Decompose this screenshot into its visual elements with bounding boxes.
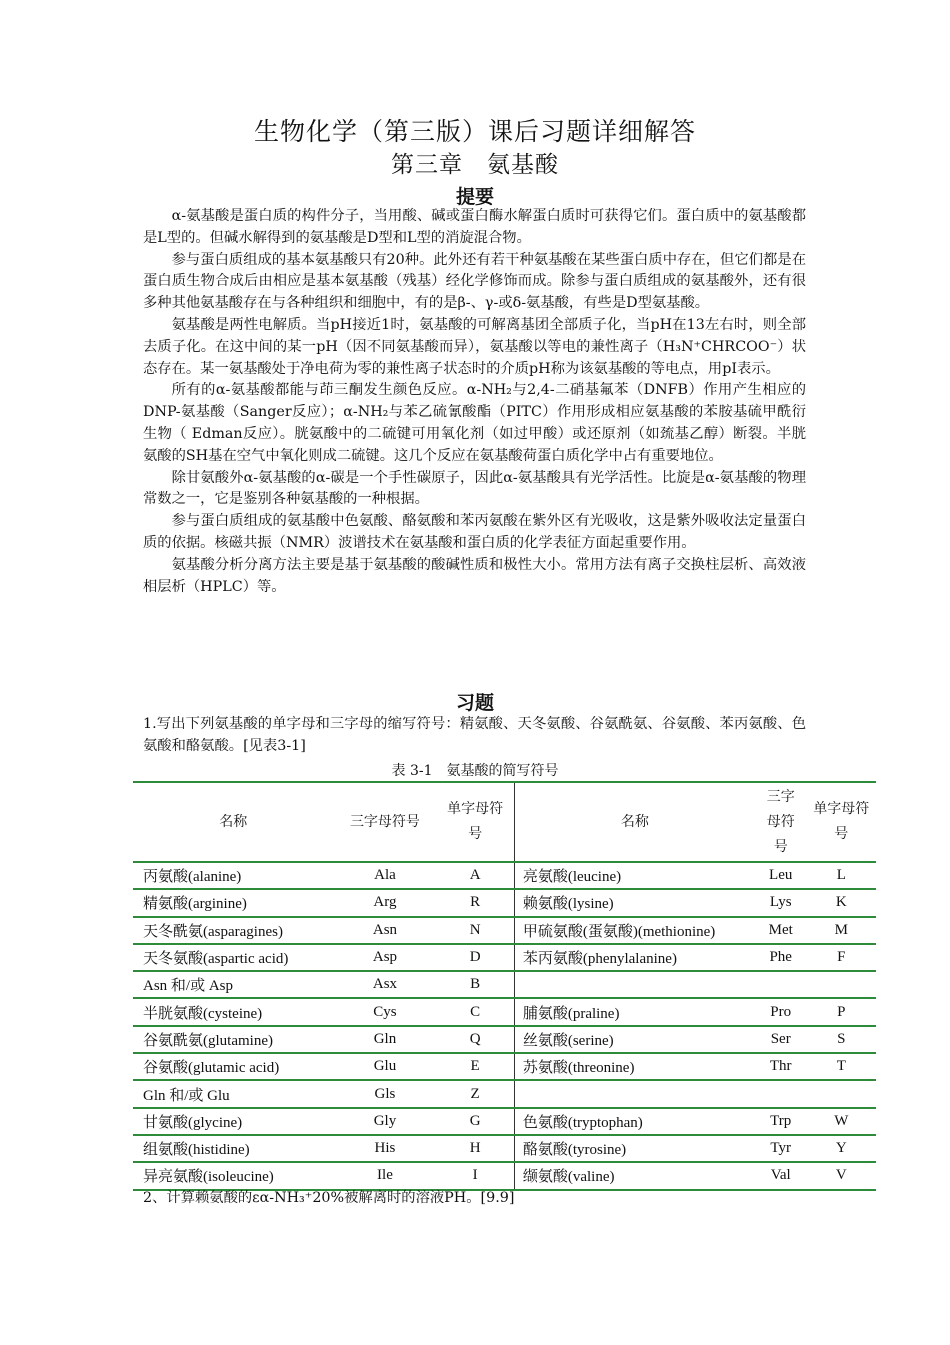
three-letter-code: Val <box>755 1162 807 1189</box>
three-letter-code: Glu <box>333 1053 436 1080</box>
table-row <box>133 1053 876 1080</box>
amino-acid-table <box>133 781 876 1191</box>
table-row <box>133 971 876 998</box>
one-letter-code: V <box>807 1162 876 1189</box>
one-letter-code: M <box>807 917 876 944</box>
three-letter-code: Ala <box>333 862 436 889</box>
amino-acid-name: 丝氨酸(serine) <box>514 1026 755 1053</box>
one-letter-code: S <box>807 1026 876 1053</box>
three-letter-code: Gls <box>333 1080 436 1107</box>
three-letter-code: Gly <box>333 1108 436 1135</box>
one-letter-code: H <box>436 1135 514 1162</box>
table-row <box>133 862 876 889</box>
amino-acid-name <box>514 1080 755 1107</box>
document-title: 生物化学（第三版）课后习题详细解答 <box>253 117 696 146</box>
three-letter-code: Asn <box>333 917 436 944</box>
amino-acid-name: 苏氨酸(threonine) <box>514 1053 755 1080</box>
one-letter-code: W <box>807 1108 876 1135</box>
header-name-2: 名称 <box>514 782 755 862</box>
three-letter-code: Phe <box>755 944 807 971</box>
table-row <box>133 1026 876 1053</box>
amino-acid-name: 精氨酸(arginine) <box>133 889 333 916</box>
three-letter-code: Pro <box>755 998 807 1025</box>
one-letter-code: Z <box>436 1080 514 1107</box>
amino-acid-name: 天冬酰氨(asparagines) <box>133 917 333 944</box>
amino-acid-name: 甲硫氨酸(蛋氨酸)(methionine) <box>514 917 755 944</box>
summary-heading: 提要 <box>455 186 494 208</box>
summary-paragraph: 氨基酸分析分离方法主要是基于氨基酸的酸碱性质和极性大小。常用方法有离子交换柱层析、高效液相层析（HPLC）等。 <box>143 556 806 595</box>
three-letter-code: Asp <box>333 944 436 971</box>
header-three-letter-2: 三字母符号 <box>755 782 807 862</box>
three-letter-code: Ile <box>333 1162 436 1189</box>
amino-acid-name: 谷氨酸(glutamic acid) <box>133 1053 333 1080</box>
one-letter-code: L <box>807 862 876 889</box>
table-row <box>133 889 876 916</box>
header-one-letter-2: 单字母符号 <box>807 782 876 862</box>
three-letter-code: Asx <box>333 971 436 998</box>
summary-paragraph: α-氨基酸是蛋白质的构件分子，当用酸、碱或蛋白酶水解蛋白质时可获得它们。蛋白质中的氨基酸都是L型的。但碱水解得到的氨基酸是D型和L型的消旋混合物。 <box>143 208 806 246</box>
table-row <box>133 1108 876 1135</box>
one-letter-code: E <box>436 1053 514 1080</box>
one-letter-code: F <box>807 944 876 971</box>
three-letter-code: Leu <box>755 862 807 889</box>
header-three-letter: 三字母符号 <box>333 782 436 862</box>
amino-acid-name: 甘氨酸(glycine) <box>133 1108 333 1135</box>
one-letter-code: Y <box>807 1135 876 1162</box>
one-letter-code: T <box>807 1053 876 1080</box>
table-row <box>133 944 876 971</box>
three-letter-code: Tyr <box>755 1135 807 1162</box>
one-letter-code <box>807 1080 876 1107</box>
amino-acid-name: 缬氨酸(valine) <box>514 1162 755 1189</box>
amino-acid-name: 组氨酸(histidine) <box>133 1135 333 1162</box>
three-letter-code: Ser <box>755 1026 807 1053</box>
table-row <box>133 1080 876 1107</box>
three-letter-code: Met <box>755 917 807 944</box>
one-letter-code: G <box>436 1108 514 1135</box>
three-letter-code: Cys <box>333 998 436 1025</box>
one-letter-code <box>807 971 876 998</box>
three-letter-code: His <box>333 1135 436 1162</box>
summary-section <box>143 206 806 598</box>
amino-acid-name <box>514 971 755 998</box>
one-letter-code: A <box>436 862 514 889</box>
one-letter-code: D <box>436 944 514 971</box>
table-row <box>133 1135 876 1162</box>
three-letter-code <box>755 971 807 998</box>
amino-acid-name: Gln 和/或 Glu <box>133 1080 333 1107</box>
table-row <box>133 1162 876 1189</box>
one-letter-code: B <box>436 971 514 998</box>
summary-paragraph: 参与蛋白质组成的基本氨基酸只有20种。此外还有若干种氨基酸在某些蛋白质中存在，但它们都是在蛋白质生物合成后由相应是基本氨基酸（残基）经化学修饰而成。除参与蛋白质组成的氨基酸外，还有很多种其他氨基酸存在与各种组织和细胞中，有的是β-、γ-或δ-氨基酸，有些是D型氨基酸。 <box>143 251 806 312</box>
one-letter-code: K <box>807 889 876 916</box>
amino-acid-name: Asn 和/或 Asp <box>133 971 333 998</box>
table-row <box>133 917 876 944</box>
summary-paragraph: 氨基酸是两性电解质。当pH接近1时，氨基酸的可解离基团全部质子化，当pH在13左右时，则全部去质子化。在这中间的某一pH（因不同氨基酸而异），氨基酸以等电的兼性离子（H₃N⁺CHRCOO⁻）状态存在。某一氨基酸处于净电荷为零的兼性离子状态时的介质pH称为该氨基酸的等电点，用pI表示。 <box>143 316 806 377</box>
amino-acid-name: 苯丙氨酸(phenylalanine) <box>514 944 755 971</box>
table-header-row <box>133 782 876 862</box>
amino-acid-name: 异亮氨酸(isoleucine) <box>133 1162 333 1189</box>
one-letter-code: I <box>436 1162 514 1189</box>
table-body <box>133 862 876 1190</box>
one-letter-code: N <box>436 917 514 944</box>
three-letter-code: Gln <box>333 1026 436 1053</box>
question-2: 2、计算赖氨酸的εα-NH₃⁺20%被解离时的溶液PH。[9.9] <box>143 1190 515 1206</box>
amino-acid-name: 丙氨酸(alanine) <box>133 862 333 889</box>
three-letter-code: Thr <box>755 1053 807 1080</box>
amino-acid-name: 亮氨酸(leucine) <box>514 862 755 889</box>
summary-paragraph: 所有的α-氨基酸都能与茚三酮发生颜色反应。α-NH₂与2,4-二硝基氟苯（DNFB）作用产生相应的DNP-氨基酸（Sanger反应）；α-NH₂与苯乙硫氰酸酯（PITC）作用形成相应氨基酸的苯胺基硫甲酰衍生物（ Edman反应）。胱氨酸中的二硫键可用氧化剂（如过甲酸）或还原剂（如巯基乙醇）断裂。半胱氨酸的SH基在空气中氧化则成二硫键。这几个反应在氨基酸荷蛋白质化学中占有重要地位。 <box>143 382 806 464</box>
amino-acid-name: 脯氨酸(praline) <box>514 998 755 1025</box>
one-letter-code: P <box>807 998 876 1025</box>
question-1: 1.写出下列氨基酸的单字母和三字母的缩写符号：精氨酸、天冬氨酸、谷氨酰氨、谷氨酸、苯丙氨酸、色氨酸和酪氨酸。[见表3-1] <box>143 716 806 754</box>
table-caption: 表 3-1 氨基酸的简写符号 <box>391 763 559 779</box>
amino-acid-name: 天冬氨酸(aspartic acid) <box>133 944 333 971</box>
three-letter-code: Trp <box>755 1108 807 1135</box>
amino-acid-name: 酪氨酸(tyrosine) <box>514 1135 755 1162</box>
table-row <box>133 998 876 1025</box>
three-letter-code: Lys <box>755 889 807 916</box>
summary-paragraph: 参与蛋白质组成的氨基酸中色氨酸、酪氨酸和苯丙氨酸在紫外区有光吸收，这是紫外吸收法定量蛋白质的依据。核磁共振（NMR）波谱技术在氨基酸和蛋白质的化学表征方面起重要作用。 <box>143 513 806 551</box>
summary-paragraph: 除甘氨酸外α-氨基酸的α-碳是一个手性碳原子，因此α-氨基酸具有光学活性。比旋是α-氨基酸的物理常数之一，它是鉴别各种氨基酸的一种根据。 <box>143 469 806 508</box>
header-one-letter: 单字母符号 <box>436 782 514 862</box>
three-letter-code <box>755 1080 807 1107</box>
chapter-title: 第三章 氨基酸 <box>391 152 559 178</box>
amino-acid-name: 半胱氨酸(cysteine) <box>133 998 333 1025</box>
one-letter-code: C <box>436 998 514 1025</box>
three-letter-code: Arg <box>333 889 436 916</box>
one-letter-code: Q <box>436 1026 514 1053</box>
amino-acid-name: 赖氨酸(lysine) <box>514 889 755 916</box>
exercise-heading: 习题 <box>455 692 494 714</box>
amino-acid-name: 谷氨酰氨(glutamine) <box>133 1026 333 1053</box>
amino-acid-name: 色氨酸(tryptophan) <box>514 1108 755 1135</box>
one-letter-code: R <box>436 889 514 916</box>
header-name: 名称 <box>133 782 333 862</box>
